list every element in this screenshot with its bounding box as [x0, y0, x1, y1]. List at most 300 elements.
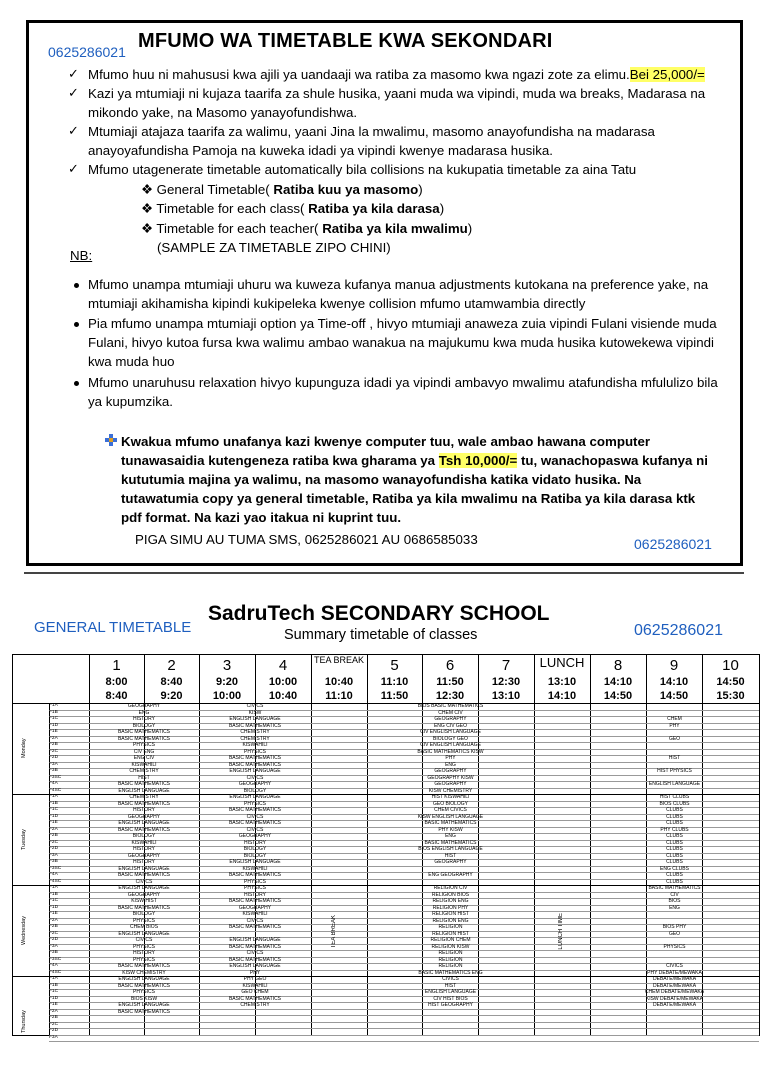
row-divider: [49, 1035, 759, 1036]
subject-cell: ENGLISH LANGUAGE: [118, 930, 170, 937]
period-start: 9:20: [215, 676, 239, 688]
class-label: F3A: [49, 943, 58, 949]
class-label: F2D: [49, 846, 59, 851]
subject-cell: HISTORY: [132, 950, 156, 956]
class-label: F3SC: [49, 956, 62, 962]
subject-cell: RELIGION ENG: [432, 898, 469, 904]
period-number: 7: [501, 657, 511, 674]
subject-cell: RELIGION CHEM: [430, 937, 471, 943]
subject-cell: RELIGION BIOS: [431, 891, 470, 898]
period-start: 13:10: [547, 676, 577, 688]
class-label: F3B: [49, 859, 58, 864]
subject-cell: CHEMISTRY: [240, 1002, 270, 1008]
subject-cell: ENGLISH LANGUAGE: [118, 1002, 170, 1008]
column-divider: [534, 655, 535, 1035]
bullet-icon: [74, 283, 79, 288]
subject-cell: CHEMISTRY: [129, 794, 159, 800]
period-end: 14:50: [603, 690, 633, 702]
class-label: F1B: [49, 800, 58, 806]
subject-cell: CHEMISTRY: [240, 729, 270, 735]
subject-cell: PHY KISW: [438, 826, 463, 833]
row-divider: [49, 1041, 759, 1042]
subject-cell: CIVICS: [666, 963, 683, 969]
subject-cell: CLUBS: [666, 839, 683, 846]
period-number: 10: [722, 657, 739, 674]
period-number: 3: [222, 657, 232, 674]
school-name: SadruTech SECONDARY SCHOOL: [208, 602, 550, 625]
bullet-icon: [74, 322, 79, 327]
subject-cell: BASIC MATHEMATICS: [117, 1008, 171, 1015]
subject-cell: RELIGION: [438, 956, 463, 963]
subject-cell: CLUBS: [666, 820, 683, 826]
subject-cell: ENGLISH LANGUAGE: [229, 937, 281, 943]
class-label: F2A: [49, 826, 58, 832]
row-divider: [49, 1015, 759, 1016]
subject-cell: CHEM CIVICS: [434, 807, 467, 813]
bullet-2-line3: kwa muda huo: [88, 354, 175, 369]
phone-number-top: 0625286021: [48, 44, 126, 60]
subject-cell: KISWAHILI: [131, 839, 157, 846]
advert-title: MFUMO WA TIMETABLE KWA SEKONDARI: [138, 30, 553, 52]
subject-cell: GEO CHEM: [241, 989, 269, 995]
subject-cell: GEOGRAPHY: [434, 781, 467, 787]
subject-cell: ENG: [445, 761, 456, 768]
subject-cell: BASIC MATHEMATICS: [117, 963, 171, 969]
subject-cell: GEOGRAPHY: [434, 768, 467, 774]
subject-cell: RELIGION: [438, 924, 463, 930]
class-label: F2B: [49, 833, 58, 838]
column-divider: [311, 655, 312, 1035]
period-number: 6: [445, 657, 455, 674]
subject-cell: ENGLISH LANGUAGE: [118, 820, 170, 826]
period-number: 8: [613, 657, 623, 674]
subject-cell: CLUBS: [666, 878, 683, 885]
bullet-3-line2: ya kupumzika.: [88, 394, 173, 409]
subject-cell: BASIC MATHEMATICS: [117, 826, 171, 833]
subject-cell: ENGLISH LANGUAGE: [424, 989, 477, 995]
timetable-phone: 0625286021: [634, 622, 723, 639]
subject-cell: ENG CLUBS: [660, 865, 689, 872]
subject-cell: BASIC MATHEMATICS: [424, 820, 477, 826]
subject-cell: BASIC MATHEMATICS KISW: [417, 748, 484, 755]
subject-cell: GEO: [668, 735, 681, 742]
subject-cell: BIOS PHY: [662, 924, 687, 930]
class-label: F4SC: [49, 878, 62, 884]
period-start: 14:50: [716, 676, 745, 688]
school-subtitle: Summary timetable of classes: [284, 627, 478, 643]
subject-cell: CLUBS: [666, 807, 683, 813]
class-label: F4A: [49, 781, 58, 786]
class-label: F1E: [49, 911, 58, 916]
bullet-2-line1: Pia mfumo unampa mtumiaji option ya Time-off , hivyo mtumiaji anaweza zuia vipindi Fulani visiende muda: [88, 316, 717, 331]
class-label: F1E: [49, 729, 58, 734]
subject-cell: BASIC MATHEMATICS: [117, 904, 171, 911]
subject-cell: CLUBS: [666, 852, 683, 859]
subject-cell: CLUBS: [666, 833, 683, 839]
subject-cell: CIV ENG: [133, 748, 155, 755]
subject-cell: ENGLISH LANGUAGE: [229, 859, 281, 865]
bullet-1-line1: Mfumo unampa mtumiaji uhuru wa kuweza kufanya manua adjustments kutokana na preference yake, na: [88, 277, 709, 292]
subject-cell: PHYSICS: [244, 885, 266, 891]
subject-cell: KISWAHILI: [242, 742, 268, 748]
subject-cell: KISW DEBATE/MEWAKA: [645, 995, 704, 1002]
period-number: TEA BREAK: [313, 655, 365, 665]
sub-item-class: ❖ Timetable for each class( Ratiba ya kila darasa): [141, 201, 445, 216]
subject-cell: KISW CHEMISTRY: [428, 787, 473, 794]
class-label: F2D: [49, 755, 59, 760]
subject-cell: HISTORY: [132, 859, 156, 865]
subject-cell: ENG CIV GEO: [433, 722, 468, 729]
subject-cell: KISW: [248, 709, 262, 716]
subject-cell: CHEM BIOS: [129, 924, 159, 930]
subject-cell: CLUBS: [666, 859, 683, 865]
subject-cell: CHEMISTRY: [240, 735, 270, 742]
subject-cell: GEOGRAPHY: [434, 859, 467, 865]
subject-cell: ENG: [445, 833, 456, 839]
class-label: F4A: [49, 963, 58, 968]
subject-cell: BIOS KISW: [130, 995, 158, 1002]
subject-cell: DEBATE/MEWAKA: [652, 976, 697, 982]
period-number: 5: [390, 657, 399, 674]
diamond-icon: ❖: [141, 221, 157, 236]
subject-cell: BASIC MATHEMATICS: [117, 729, 171, 735]
class-label: F2A: [49, 1008, 58, 1014]
subject-cell: CIV HIST BIOS: [433, 995, 468, 1002]
subject-cell: PHYSICS: [663, 943, 686, 950]
general-timetable: [12, 654, 760, 1040]
period-number: 9: [669, 657, 679, 674]
check-item-3-line1: Mtumiaji atajaza taarifa za walimu, yaani Jina la mwalimu, masomo anayofundisha na madarasa: [88, 124, 655, 139]
subject-cell: BIOLOGY: [243, 846, 267, 852]
sub-item-teacher: ❖ Timetable for each teacher( Ratiba ya kila mwalimu): [141, 221, 473, 236]
subject-cell: HIST: [444, 982, 457, 989]
subject-cell: BASIC MATHEMATICS: [228, 898, 282, 904]
subject-cell: PHYSICS: [244, 800, 266, 807]
separator: [24, 572, 744, 574]
subject-cell: BASIC MATHEMATICS: [424, 839, 477, 846]
class-label: F1B: [49, 891, 58, 897]
subject-cell: BIOS CLUBS: [659, 800, 690, 807]
subject-cell: BIOLOGY: [243, 852, 267, 859]
subject-cell: BASIC MATHEMATICS: [117, 781, 171, 787]
check-icon: ✓: [68, 85, 79, 100]
period-end: 14:50: [659, 690, 689, 702]
subject-cell: RELIGION ENG: [432, 917, 469, 924]
subject-cell: GEOGRAPHY: [127, 891, 161, 898]
subject-cell: CHEMISTRY: [129, 768, 159, 774]
subject-cell: BASIC MATHEMATICS: [228, 755, 282, 761]
class-label: F4SC: [49, 969, 62, 975]
class-label: F2C: [49, 1021, 59, 1027]
subject-cell: GEOGRAPHY: [127, 852, 161, 859]
subject-cell: ENGLISH LANGUAGE: [118, 865, 170, 872]
subject-cell: HISTORY: [132, 846, 156, 852]
class-label: F1B: [49, 982, 58, 988]
period-end: 8:40: [105, 690, 128, 702]
subject-cell: ENGLISH LANGUAGE: [648, 781, 701, 787]
subject-cell: BASIC MATHEMATICS: [228, 995, 282, 1002]
check-item-3-line2: anayoyafundisha Pamoja na kuweka idadi ya vipindi kwenye madarasa husika.: [88, 143, 553, 158]
subject-cell: ENG CIV: [133, 755, 155, 761]
subject-cell: BIOLOGY: [132, 722, 156, 729]
check-icon: ✓: [68, 66, 79, 81]
class-label: F1B: [49, 709, 58, 715]
subject-cell: HIST: [444, 852, 457, 859]
subject-cell: PHYSICS: [244, 878, 266, 885]
subject-cell: PHY: [445, 755, 456, 761]
subject-cell: HISTORY: [243, 839, 267, 846]
class-label: F1A: [49, 976, 58, 981]
subject-cell: PHYSICS: [133, 989, 155, 995]
class-label: F1A: [49, 703, 58, 708]
call-line: PIGA SIMU AU TUMA SMS, 0625286021 AU 0686585033: [135, 532, 478, 547]
subject-cell: CLUBS: [666, 813, 683, 820]
sample-note: (SAMPLE ZA TIMETABLE ZIPO CHINI): [157, 240, 391, 255]
period-end: 11:10: [325, 690, 353, 702]
check-item-4: Mfumo utagenerate timetable automatically bila collisions na kukupatia timetable za aina Tatu: [88, 162, 637, 177]
subject-cell: BASIC MATHEMATICS: [117, 800, 171, 807]
subject-cell: ENGLISH LANGUAGE: [229, 716, 281, 722]
period-end: 11:50: [380, 690, 409, 702]
period-start: 8:40: [160, 676, 183, 688]
subject-cell: PHYSICS: [133, 956, 155, 963]
subject-cell: PHY: [249, 969, 261, 976]
phone-number-bottom: 0625286021: [634, 536, 712, 552]
class-label: F4A: [49, 872, 58, 877]
check-item-2-line2: mikondo yake, na Masomo yanayofundishwa.: [88, 105, 358, 120]
class-label: F1D: [49, 813, 59, 819]
class-label: F3A: [49, 852, 58, 858]
lunch-time-label: LUNCH TIME: [558, 913, 564, 950]
tea-break-label: TEA BREAK: [331, 915, 337, 949]
nb-label: NB:: [70, 248, 93, 263]
class-label: F2B: [49, 924, 58, 929]
subject-cell: PHYSICS: [244, 748, 266, 755]
subject-cell: PHY DEBATE/MEWAKA: [647, 969, 702, 976]
class-label: F2B: [49, 1015, 58, 1020]
class-label: F2D: [49, 1028, 59, 1033]
subject-cell: ENG: [669, 904, 680, 911]
subject-cell: ENGLISH LANGUAGE: [118, 976, 170, 982]
check-icon: ✓: [68, 123, 79, 138]
subject-cell: DEBATE/MEWAKA: [652, 982, 697, 989]
subject-cell: HIST: [668, 755, 681, 761]
class-label: F1D: [49, 904, 59, 910]
class-label: F2C: [49, 839, 59, 845]
class-label: F3B: [49, 768, 58, 773]
period-start: 12:30: [491, 676, 521, 688]
class-label: F1A: [49, 885, 58, 890]
check-icon: ✓: [68, 161, 79, 176]
period-start: 10:40: [324, 676, 354, 688]
class-label: F3SC: [49, 774, 62, 780]
subject-cell: ENGLISH LANGUAGE: [118, 787, 170, 794]
subject-cell: PHY CLUBS: [660, 826, 689, 833]
diamond-icon: ❖: [141, 201, 157, 216]
subject-cell: BASIC MATHEMATICS: [648, 885, 701, 891]
class-label: F2A: [49, 917, 58, 923]
class-label: F1E: [49, 820, 58, 825]
class-label: F3SC: [49, 865, 62, 871]
subject-cell: GEO: [668, 930, 681, 937]
subject-cell: RELIGION HIST: [432, 911, 469, 917]
class-label: F2C: [49, 930, 59, 936]
subject-cell: BASIC MATHEMATICS: [228, 943, 282, 950]
subject-cell: CIVICS: [246, 917, 264, 924]
subject-cell: GEOGRAPHY: [434, 716, 467, 722]
class-label: F1E: [49, 1002, 58, 1007]
check-item-1: Mfumo huu ni mahususi kwa ajili ya uandaaji wa ratiba za masomo kwa ngazi zote za elimu.Bei 25,000/=: [88, 67, 705, 82]
subject-cell: GEOGRAPHY: [127, 703, 161, 709]
class-label: F1C: [49, 807, 59, 812]
period-end: 15:30: [716, 690, 745, 702]
subject-cell: BASIC MATHEMATICS: [228, 924, 282, 930]
class-label: F2B: [49, 742, 58, 747]
period-end: 9:20: [160, 690, 183, 702]
subject-cell: ENGLISH LANGUAGE: [229, 768, 281, 774]
subject-cell: BASIC MATHEMATICS: [228, 820, 282, 826]
subject-cell: RELIGION HIST: [432, 930, 469, 937]
subject-cell: HIST CLUBS: [659, 794, 690, 800]
period-start: 14:10: [659, 676, 689, 688]
subject-cell: BIOS BASIC MATHEMATICS: [417, 703, 484, 709]
subject-cell: ENGLISH LANGUAGE: [229, 794, 281, 800]
subject-cell: HISTORY: [132, 807, 156, 813]
subject-cell: GEOGRAPHY: [238, 833, 272, 839]
bullet-1-line2: mtumiaji akihamisha kipindi kukipeleka kwenye collision mfumo utamwambia directly: [88, 296, 586, 311]
class-label: F1D: [49, 722, 59, 728]
subject-cell: HIST: [138, 774, 150, 781]
subject-cell: BIOS ENGLISH LANGUAGE: [418, 846, 483, 852]
bullet-3-line1: Mfumo unaruhusu relaxation hivyo kupunguza idadi ya vipindi ambavyo mwalimu atafundisha mfululizo bila: [88, 375, 718, 390]
subject-cell: ENGLISH LANGUAGE: [118, 885, 170, 891]
bullet-2-line2: Fulani, hivyo kutoa fursa kwa walimu ambao wanakua na majukumu kwa muda husika kutowekewa vipindi: [88, 335, 715, 350]
subject-cell: ENG: [138, 709, 150, 716]
row-divider: [49, 1022, 759, 1023]
class-label: F2D: [49, 937, 59, 942]
subject-cell: CIVICS: [246, 813, 264, 820]
row-divider: [49, 1028, 759, 1029]
sub-item-general: ❖ General Timetable( Ratiba kuu ya masomo): [141, 182, 423, 197]
subject-cell: PHYSICS: [133, 943, 155, 950]
class-label: F1C: [49, 989, 59, 994]
subject-cell: GEO BIOLOGY: [432, 800, 468, 807]
subject-cell: PHYSICS: [133, 917, 155, 924]
class-label: F3A: [49, 1034, 58, 1040]
period-start: 11:10: [380, 676, 409, 688]
period-end: 10:00: [212, 690, 242, 702]
subject-cell: HISTORY: [243, 891, 267, 898]
subject-cell: KISWAHILI: [242, 865, 268, 872]
subject-cell: GEOGRAPHY: [238, 781, 272, 787]
subject-cell: BIOLOGY GEO: [433, 735, 468, 742]
subject-cell: BASIC MATHEMATICS: [117, 872, 171, 878]
class-label: F1C: [49, 716, 59, 721]
subject-cell: CIV ENGLISH LANGUAGE: [420, 742, 481, 748]
subject-cell: CIVICS: [246, 826, 264, 833]
class-label: F1A: [49, 794, 58, 799]
period-end: 14:10: [547, 690, 577, 702]
subject-cell: BASIC MATHEMATICS: [117, 982, 171, 989]
subject-cell: CHEM CIV: [438, 709, 463, 716]
subject-cell: BASIC MATHEMATICS ENG: [418, 969, 483, 976]
day-label: Tuesday: [21, 829, 27, 850]
subject-cell: ENGLISH LANGUAGE: [229, 963, 281, 969]
class-label: F2A: [49, 735, 58, 741]
subject-cell: BIOLOGY: [132, 911, 156, 917]
period-start: 11:50: [436, 676, 464, 688]
subject-cell: CLUBS: [666, 872, 683, 878]
subject-cell: CIVICS: [246, 703, 264, 709]
period-start: 8:00: [105, 676, 128, 688]
bold-paragraph: Kwakua mfumo unafanya kazi kwenye computer tuu, wale ambao hawana computer tunawasaidia kutengeneza ratiba kwa gharama ya Tsh 10,000/= tu, wanachopaswa kufanya ni kututumia majina ya walimu, na masomo wanayofundisha katika vidato husika. Na tutawatumia copy ya general timetable, Ratiba ya kila mwalimu na Ratiba ya kila darasa ktk pdf format. Na kazi yao itakua ni kuprint tuu.: [121, 434, 708, 525]
period-end: 13:10: [491, 690, 521, 702]
class-label: F4SC: [49, 787, 62, 793]
subject-cell: PHY GEO: [243, 976, 267, 982]
period-number: 2: [167, 657, 176, 674]
subject-cell: HISTORY: [132, 716, 156, 722]
subject-cell: CLUBS: [666, 846, 683, 852]
check-item-2-line1: Kazi ya mtumiaji ni kujaza taarifa za shule husika, yaani muda wa vipindi, muda wa breaks, Madarasa na: [88, 86, 706, 101]
subject-cell: CHEM DEBATE/MEWAKA: [644, 989, 705, 995]
subject-cell: KISWAHILI: [242, 911, 268, 917]
subject-cell: PHYSICS: [133, 742, 155, 748]
class-label: F1D: [49, 995, 59, 1001]
class-label: F2C: [49, 748, 59, 754]
day-label: Monday: [21, 738, 27, 759]
subject-cell: GEOGRAPHY: [238, 904, 272, 911]
subject-cell: HIST KISWAHILI: [431, 794, 470, 800]
subject-cell: KISWAHILI: [242, 982, 268, 989]
subject-cell: RELIGION: [438, 950, 463, 956]
subject-cell: BIOS: [668, 898, 681, 904]
subject-cell: ENG GEOGRAPHY: [428, 872, 473, 878]
subject-cell: BASIC MATHEMATICS: [228, 722, 282, 729]
subject-cell: CIVICS: [135, 878, 153, 885]
subject-cell: KISWAHILI: [131, 761, 157, 768]
subject-cell: KISW CHEMISTRY: [122, 969, 166, 976]
subject-cell: CIVICS: [135, 937, 153, 943]
subject-cell: BASIC MATHEMATICS: [228, 761, 282, 768]
period-end: 10:40: [268, 690, 298, 702]
subject-cell: KISW HIST: [131, 898, 157, 904]
subject-cell: GEOGRAPHY: [127, 813, 161, 820]
subject-cell: BASIC MATHEMATICS: [228, 872, 282, 878]
period-start: 14:10: [603, 676, 633, 688]
class-label: F3B: [49, 950, 58, 955]
period-number: 1: [112, 657, 121, 674]
subject-cell: RELIGION CIV: [433, 885, 468, 891]
pointing-hand-icon: [104, 433, 118, 447]
subject-cell: RELIGION KISW: [431, 943, 470, 950]
subject-cell: GEOGRAPHY KISW: [427, 774, 474, 781]
subject-cell: BASIC MATHEMATICS: [228, 956, 282, 963]
subject-cell: DEBATE/MEWAKA: [652, 1002, 697, 1008]
subject-cell: HIST PHYSICS: [657, 768, 692, 774]
subject-cell: BASIC MATHEMATICS: [117, 735, 171, 742]
bullet-icon: [74, 381, 79, 386]
period-start: 10:00: [268, 676, 298, 688]
class-label: F1C: [49, 898, 59, 903]
diamond-icon: ❖: [141, 182, 157, 197]
subject-cell: KISW ENGLISH LANGUAGE: [417, 813, 484, 820]
subject-cell: BASIC MATHEMATICS: [228, 807, 282, 813]
subject-cell: BIOLOGY: [243, 787, 267, 794]
general-timetable-label: GENERAL TIMETABLE: [34, 619, 192, 636]
subject-cell: HIST GEOGRAPHY: [428, 1002, 473, 1008]
subject-cell: RELIGION PHY: [432, 904, 469, 911]
subject-cell: CIV: [670, 891, 679, 898]
